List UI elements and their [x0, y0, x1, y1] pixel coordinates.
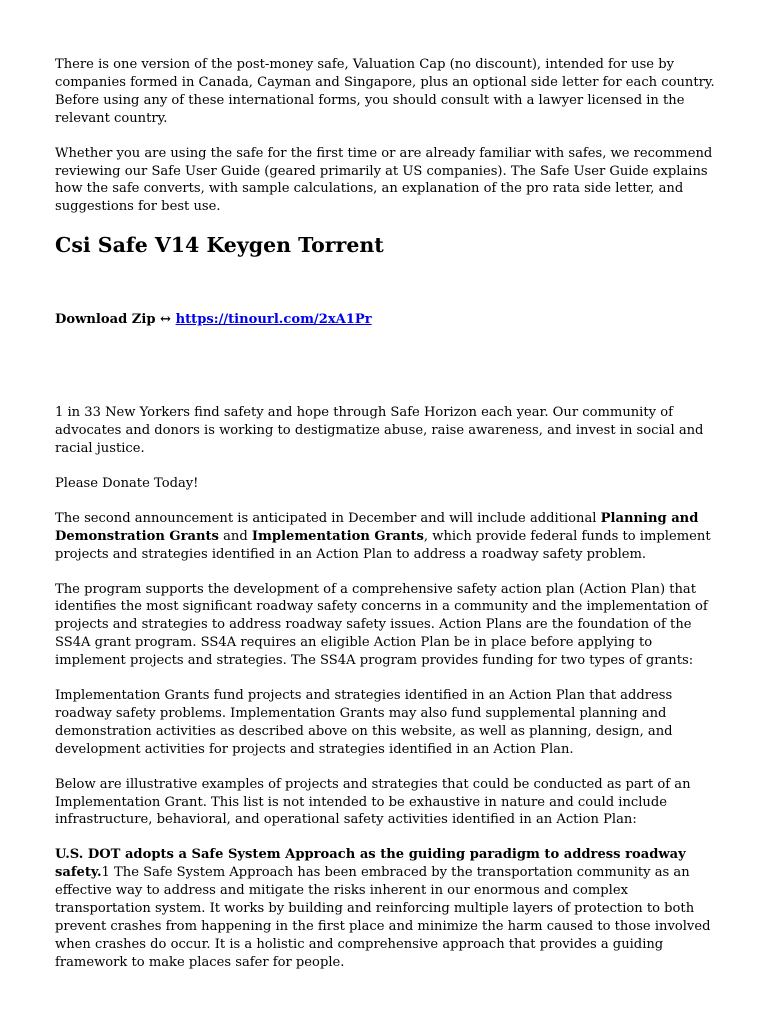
page-title: Csi Safe V14 Keygen Torrent: [55, 233, 384, 258]
announcement-text-end: , which provide federal funds to implement projects and strategies identified in an Action Plan to address a roadway safety problem.: [55, 528, 711, 562]
paragraph-implementation-grants: Implementation Grants fund projects and strategies identified in an Action Plan that address roadway safety problems. Implementation Grants may also fund supplemental planning and demonstration activities as described above on this website, as well as planning, design, and development activities for projects and strategies identified in an Action Plan.: [55, 688, 673, 757]
announcement-text-mid: and: [218, 528, 252, 544]
download-link[interactable]: https://tinourl.com/2xA1Pr: [175, 312, 372, 328]
implementation-grants-term: Implementation Grants: [251, 528, 424, 544]
paragraph-safe-horizon: 1 in 33 New Yorkers find safety and hope through Safe Horizon each year. Our community of advocates and donors is working to destigmatize abuse, raise awareness, and invest in social and racial justice.: [55, 405, 704, 456]
paragraph-program: The program supports the development of a comprehensive safety action plan (Action Plan) that identifies the most significant roadway safety concerns in a community and the implementation of projects and strategies to address roadway safety issues. Action Plans are the foundation of the SS4A grant program. SS4A requires an eligible Action Plan be in place before applying to implement projects and strategies. The SS4A program provides funding for two types of grants:: [55, 581, 708, 669]
intro-paragraph-international-forms: There is one version of the post-money safe, Valuation Cap (no discount), intended for use by companies formed in Canada, Cayman and Singapore, plus an optional side letter for each country. Before using any of these international forms, you should consult with a lawyer licensed in the relevant country.: [55, 57, 715, 126]
paragraph-examples: Below are illustrative examples of projects and strategies that could be conducted as part of an Implementation Grant. This list is not intended to be exhaustive in nature and could include infrastructure, behavioral, and operational safety activities identified in an Action Plan:: [55, 776, 691, 828]
download-line: [55, 311, 716, 329]
safe-system-approach-heading: U.S. DOT adopts a Safe System Approach as the guiding paradigm to address roadway safety.: [55, 847, 686, 881]
intro-paragraph-user-guide: Whether you are using the safe for the first time or are already familiar with safes, we recommend reviewing our Safe User Guide (geared primarily at US companies). The Safe User Guide explains how the safe converts, with sample calculations, an explanation of the pro rata side letter, and suggestions for best use.: [55, 145, 713, 215]
safe-system-approach-text: 1 The Safe System Approach has been embraced by the transportation community as an effective way to address and mitigate the risks inherent in our enormous and complex transportation system. It works by building and reinforcing multiple layers of protection to both prevent crashes from happening in the first place and minimize the harm caused to those involved when crashes do occur. It is a holistic and comprehensive approach that provides a guiding framework to make places safer for people.: [55, 865, 711, 970]
download-label: Download Zip: [55, 312, 156, 328]
announcement-text-start: The second announcement is anticipated in December and will include additional: [55, 510, 601, 526]
spacer: [55, 329, 716, 404]
double-arrow-icon: ↔: [160, 312, 172, 328]
planning-grants-term: Planning and Demonstration Grants: [55, 510, 699, 544]
paragraph-announcement: [55, 510, 716, 564]
paragraph-donate: Please Donate Today!: [55, 475, 199, 491]
paragraph-safe-system-approach: [55, 846, 716, 971]
